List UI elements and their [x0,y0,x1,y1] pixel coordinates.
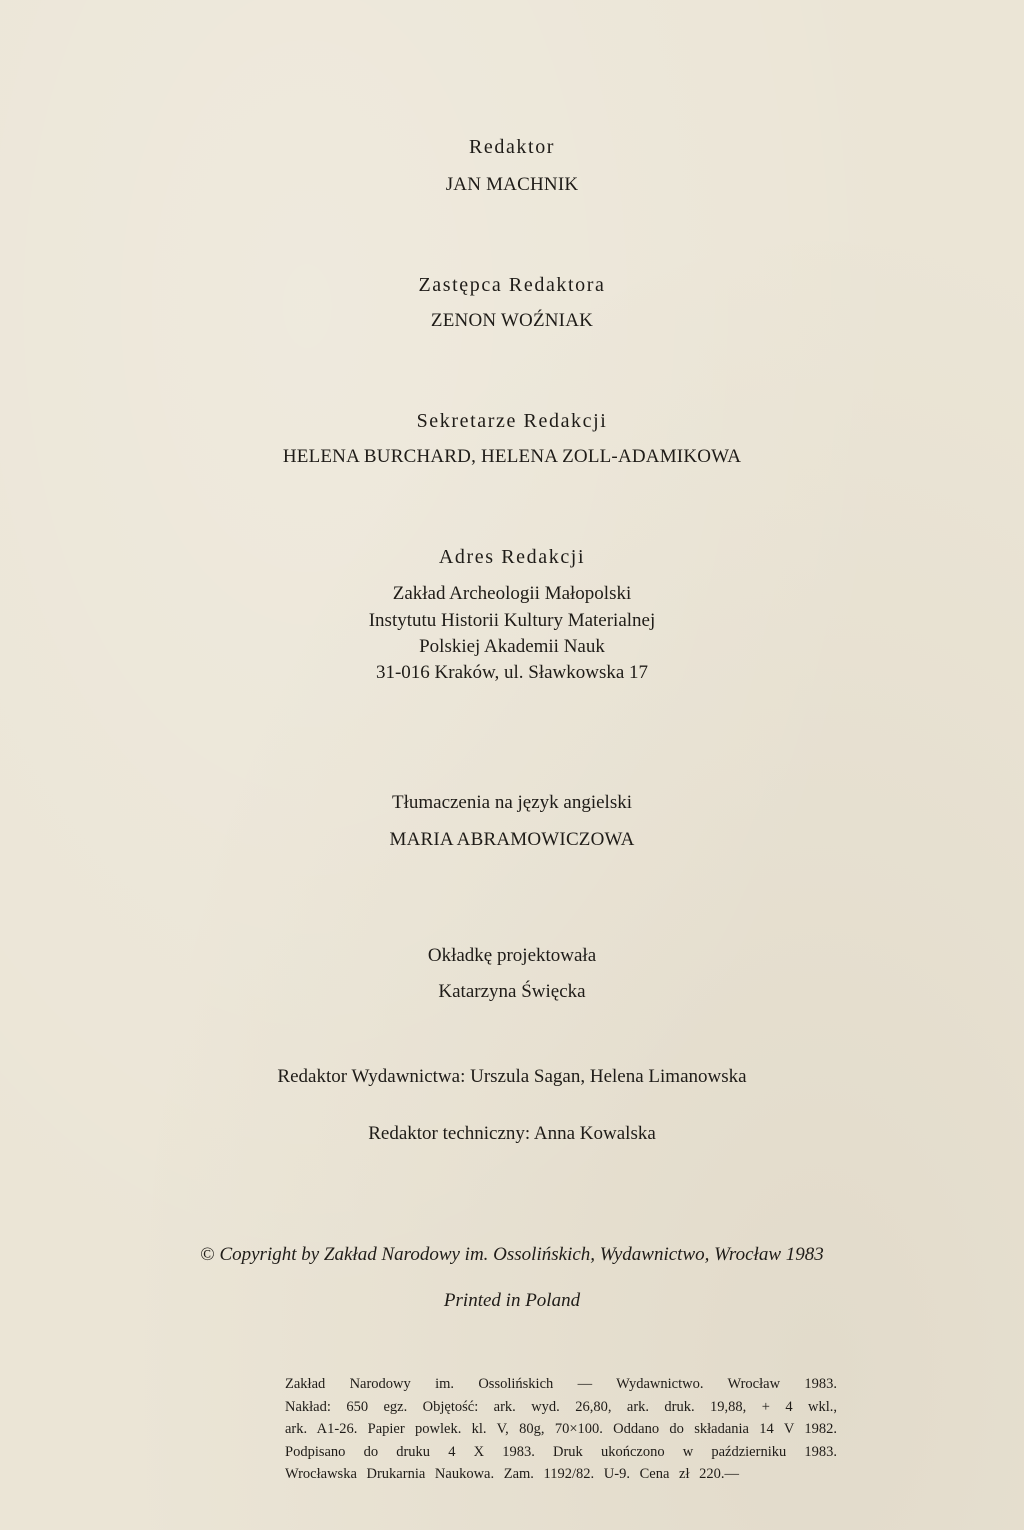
imprint-line: Podpisano do druku 4 X 1983. Druk ukończono w październiku 1983. [285,1443,837,1460]
address-line: Instytutu Historii Kultury Materialnej [368,610,656,631]
imprint-line: Nakład: 650 egz. Objętość: ark. wyd. 26,80, ark. druk. 19,88, + 4 wkl., [285,1398,837,1415]
secretaries-label: Sekretarze Redakcji [416,410,608,432]
secretaries-names: HELENA BURCHARD, HELENA ZOLL-ADAMIKOWA [282,446,742,467]
technical-editor: Redaktor techniczny: Anna Kowalska [368,1123,656,1144]
cover-name: Katarzyna Święcka [438,981,586,1002]
address-label: Adres Redakcji [438,546,586,568]
deputy-editor-label: Zastępca Redaktora [418,274,606,296]
imprint-line: Zakład Narodowy im. Ossolińskich — Wydawnictwo. Wrocław 1983. [285,1376,837,1392]
deputy-editor-name: ZENON WOŹNIAK [430,310,594,331]
translation-name: MARIA ABRAMOWICZOWA [389,829,635,850]
cover-label: Okładkę projektowała [427,945,597,966]
publishing-editor: Redaktor Wydawnictwa: Urszula Sagan, Helena Limanowska [277,1066,747,1087]
translation-label: Tłumaczenia na język angielski [391,792,633,813]
printed-in: Printed in Poland [443,1290,581,1311]
editor-name: JAN MACHNIK [445,174,579,195]
copyright-line [0,1244,1024,1266]
copyright-symbol: © [200,1244,215,1265]
address-line: Polskiej Akademii Nauk [419,636,605,657]
imprint-line: ark. A1-26. Papier powlek. kl. V, 80g, 70×100. Oddano do składania 14 V 1982. [285,1421,837,1437]
address-line: 31-016 Kraków, ul. Sławkowska 17 [375,662,649,683]
imprint-line: Wrocławska Drukarnia Naukowa. Zam. 1192/82. U-9. Cena zł 220.— [285,1466,739,1482]
address-line: Zakład Archeologii Małopolski [392,583,632,604]
imprint-block [285,1373,837,1486]
copyright-text: Copyright by Zakład Narodowy im. Ossolińskich, Wydawnictwo, Wrocław 1983 [219,1244,824,1265]
editor-label: Redaktor [468,136,556,158]
